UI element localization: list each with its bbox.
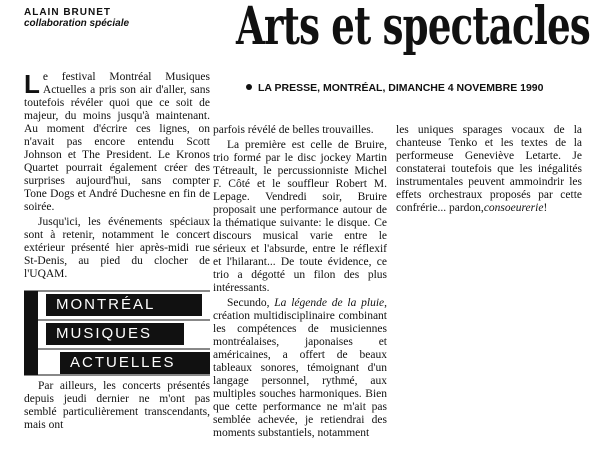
paragraph (213, 297, 387, 440)
byline-role: collaboration spéciale (24, 18, 130, 29)
dateline-text: LA PRESSE, MONTRÉAL, DIMANCHE 4 NOVEMBRE 1990 (258, 82, 544, 94)
work-title: La légende de la pluie (274, 297, 385, 309)
paragraph-text: Secundo, (227, 297, 275, 309)
festival-logo (24, 286, 210, 376)
paragraph: Par ailleurs, les concerts présentés depuis jeudi dernier ne m'ont pas semblé particulièrement transcendants, mais ont (24, 380, 210, 431)
article-column-2 (213, 124, 387, 440)
paragraph-text: e festival Montréal Musiques Actuelles a pris son air d'aller, sans toutefois révéler quoi que ce soit de majeur, du moins jusqu'à maintenant. Au moment d'écrire ces lignes, on n'avait pas encore entendu Scott Johnson et The President. Le Kronos Quartet pourrait également créer des surprises aujourd'hui, sans compter Tone Dogs et André Duchesne en fin de soirée. (24, 71, 210, 213)
byline-author: ALAIN BRUNET (24, 7, 111, 18)
paragraph: Jusqu'ici, les événements spéciaux sont à retenir, notamment le concert extérieur présenté hier après-midi rue St-Denis, au pied du clocher de l'UQAM. (24, 216, 210, 280)
drop-cap: L (24, 69, 40, 99)
article-column-3 (396, 124, 582, 215)
paragraph: La première est celle de Bruire, trio formé par le disc jockey Martin Tétreault, le percussionniste Michel F. Côté et le souffleur Robert M. Lepage. Vendredi soir, Bruire proposait une performance autour de la thématique suivante: le disque. Ce discours musical varie entre le sérieux et l'absurde, entre le réflexif et l'hilarant... De toute évidence, ce trio a dégotté un filon des plus intéressants. (213, 139, 387, 294)
section-title: Arts et spectacles (236, 0, 590, 57)
logo-line-musiques: MUSIQUES (46, 323, 184, 345)
paragraph-text: les uniques sparages vocaux de la chanteuse Tenko et les textes de la performeuse Geneviève Letarte. Je constaterai toutefois que les inégalités instrumentales peuvent ammoindrir les effets orchestraux proposés par cette confrérie... pardon, (396, 124, 582, 214)
paragraph-text: ! (543, 202, 548, 214)
dateline (246, 82, 544, 94)
paragraph (396, 124, 582, 215)
paragraph: parfois révélé de belles trouvailles. (213, 124, 374, 136)
logo-line-montreal: MONTRÉAL (46, 294, 202, 316)
paragraph (24, 71, 210, 214)
emphasis-word: consoeurerie (483, 202, 544, 214)
paragraph-text: , création multidisciplinaire combinant les compétences de musiciennes montréalaises, japonaises et américaines, a offert de beaux tableaux sonores, témoignant d'un langage personnel, rythmé, aux multiples souches harmoniques. Bien que cette performance ne m'ait pas semblée achevée, je retiendrai des moments substantiels, notamment (213, 297, 388, 439)
bullet-icon (246, 84, 252, 90)
article-column-1-continued (24, 380, 210, 432)
logo-line-actuelles: ACTUELLES (60, 352, 210, 374)
article-column-1 (24, 71, 210, 281)
